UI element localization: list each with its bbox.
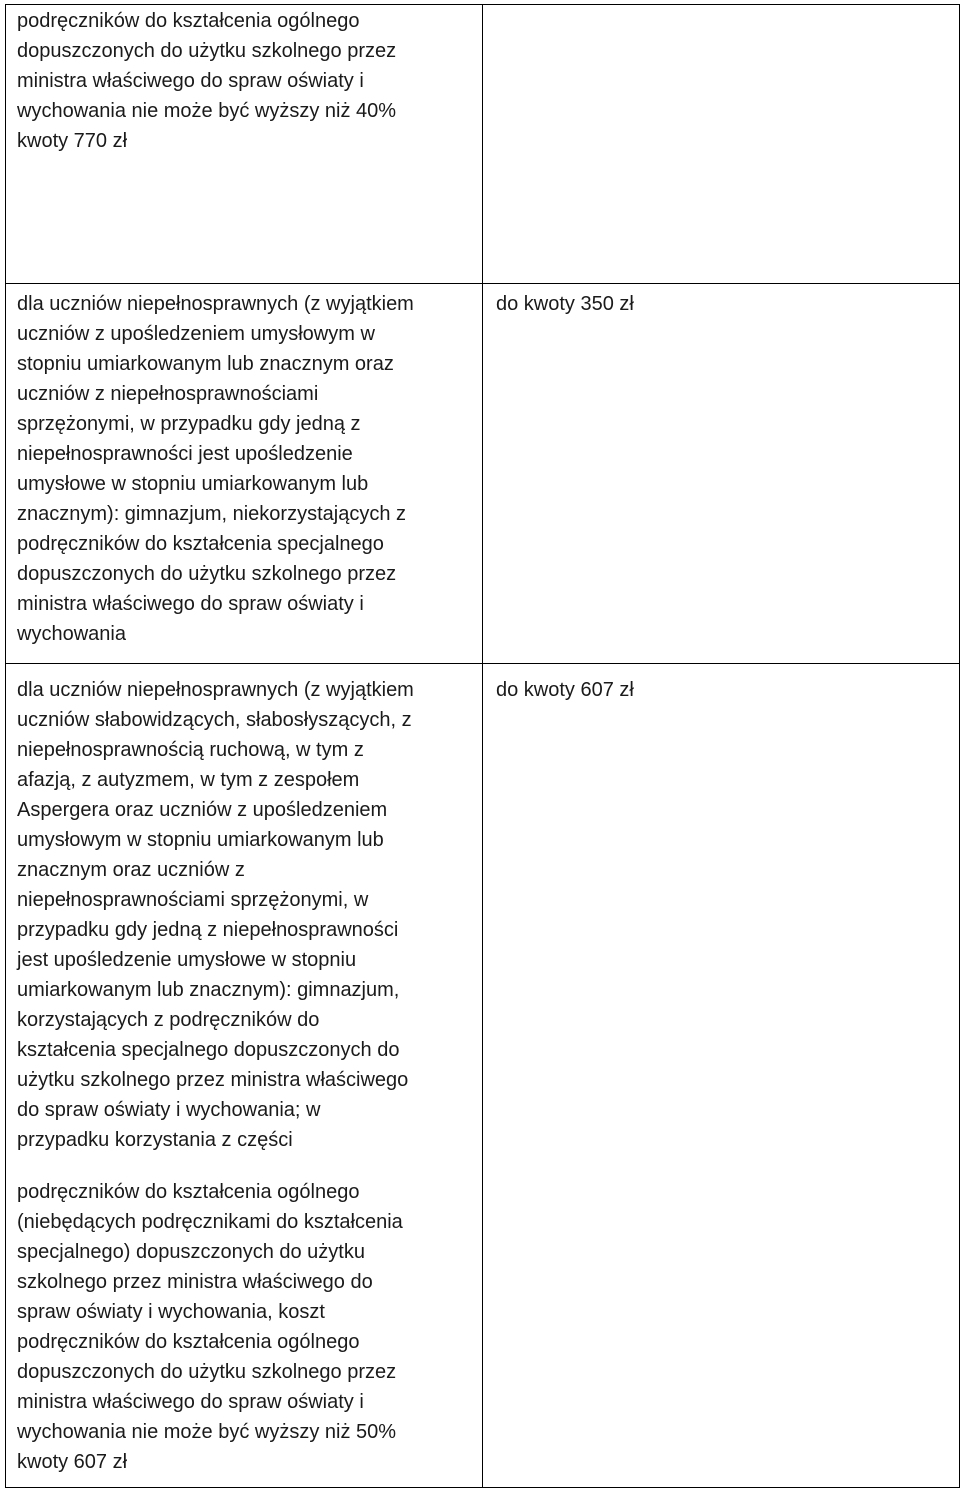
document-page (5, 4, 957, 1494)
table-row (6, 284, 960, 664)
criteria-cell (6, 284, 483, 664)
text-line: wychowania (17, 623, 126, 645)
table-row (6, 664, 960, 1488)
text-line: kwoty 607 zł (17, 1451, 128, 1473)
text-line: dla uczniów niepełnosprawnych (z wyjątkiem (17, 293, 414, 315)
criteria-text (6, 5, 482, 156)
text-line: ministra właściwego do spraw oświaty i (17, 593, 364, 615)
text-line: umiarkowanym lub znacznym): gimnazjum, (17, 979, 400, 1001)
text-line: przypadku korzystania z części (17, 1129, 293, 1151)
amount-cell (483, 5, 960, 284)
text-line: kwoty 770 zł (17, 130, 128, 152)
text-line: dopuszczonych do użytku szkolnego przez (17, 40, 397, 62)
text-line: jest upośledzenie umysłowe w stopniu (17, 949, 357, 971)
text-line: podręczników do kształcenia ogólnego (17, 1331, 360, 1353)
criteria-text (6, 284, 482, 649)
text-line: podręczników do kształcenia ogólnego (17, 10, 360, 32)
criteria-text (6, 664, 482, 1477)
text-line: dopuszczonych do użytku szkolnego przez (17, 1361, 397, 1383)
text-line: przypadku gdy jedną z niepełnosprawności (17, 919, 399, 941)
amount-text (483, 664, 959, 705)
amount-text (483, 284, 959, 319)
text-line: dla uczniów niepełnosprawnych (z wyjątkiem (17, 679, 414, 701)
text-line: ministra właściwego do spraw oświaty i (17, 70, 364, 92)
amount-value: do kwoty 350 zł (496, 293, 634, 315)
text-line: niepełnosprawnością ruchową, w tym z (17, 739, 364, 761)
text-line: kształcenia specjalnego dopuszczonych do (17, 1039, 400, 1061)
text-line: (niebędących podręcznikami do kształcenia (17, 1211, 403, 1233)
text-line: wychowania nie może być wyższy niż 40% (17, 100, 397, 122)
text-line: wychowania nie może być wyższy niż 50% (17, 1421, 397, 1443)
criteria-cell (6, 664, 483, 1488)
text-line: umysłowe w stopniu umiarkowanym lub (17, 473, 369, 495)
text-line: podręczników do kształcenia specjalnego (17, 533, 384, 555)
text-line: stopniu umiarkowanym lub znacznym oraz (17, 353, 394, 375)
text-line: dopuszczonych do użytku szkolnego przez (17, 563, 397, 585)
paragraph-gap (17, 1155, 482, 1177)
text-line: sprzężonymi, w przypadku gdy jedną z (17, 413, 361, 435)
allowance-table (5, 4, 960, 1488)
text-line: niepełnosprawności jest upośledzenie (17, 443, 353, 465)
text-line: znacznym oraz uczniów z (17, 859, 245, 881)
amount-cell (483, 284, 960, 664)
text-line: korzystających z podręczników do (17, 1009, 320, 1031)
text-line: niepełnosprawnościami sprzężonymi, w (17, 889, 369, 911)
text-line: uczniów słabowidzących, słabosłyszących, z (17, 709, 412, 731)
text-line: spraw oświaty i wychowania, koszt (17, 1301, 325, 1323)
text-line: znacznym): gimnazjum, niekorzystających z (17, 503, 407, 525)
text-line: specjalnego) dopuszczonych do użytku (17, 1241, 365, 1263)
text-line: afazją, z autyzmem, w tym z zespołem (17, 769, 360, 791)
text-line: Aspergera oraz uczniów z upośledzeniem (17, 799, 388, 821)
text-line: szkolnego przez ministra właściwego do (17, 1271, 373, 1293)
amount-cell (483, 664, 960, 1488)
criteria-cell (6, 5, 483, 284)
table-row (6, 5, 960, 284)
text-line: użytku szkolnego przez ministra właściwego (17, 1069, 409, 1091)
text-line: uczniów z upośledzeniem umysłowym w (17, 323, 375, 345)
text-line: podręczników do kształcenia ogólnego (17, 1181, 360, 1203)
text-line: ministra właściwego do spraw oświaty i (17, 1391, 364, 1413)
text-line: umysłowym w stopniu umiarkowanym lub (17, 829, 384, 851)
text-line: uczniów z niepełnosprawnościami (17, 383, 319, 405)
amount-value: do kwoty 607 zł (496, 679, 634, 701)
text-line: do spraw oświaty i wychowania; w (17, 1099, 321, 1121)
